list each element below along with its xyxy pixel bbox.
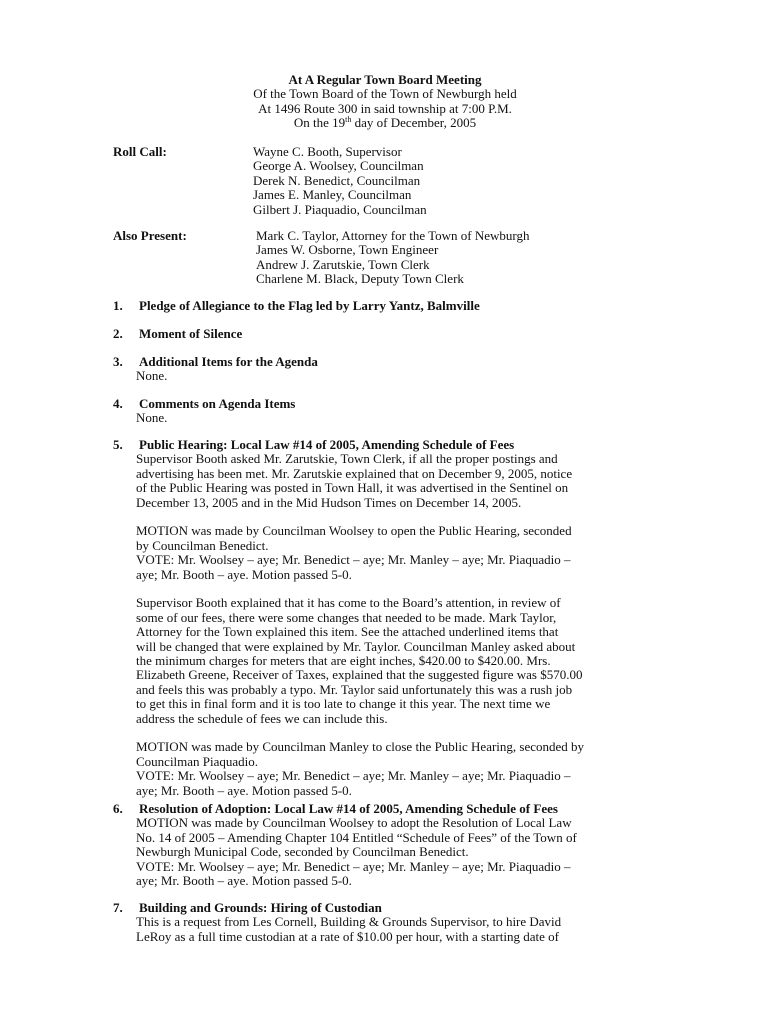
item-number: 5. — [113, 437, 123, 452]
text-line: address the schedule of fees we can include this. — [136, 710, 388, 726]
attendee: James E. Manley, Councilman — [253, 187, 412, 203]
item-body — [113, 452, 658, 798]
text-line: MOTION was made by Councilman Manley to close the Public Hearing, seconded by — [136, 739, 585, 755]
agenda-item-4 — [113, 397, 658, 426]
agenda-item-2 — [113, 327, 658, 341]
text-line: some of our fees, there were some changes that needed to be made. Mark Taylor, — [136, 609, 557, 625]
text-line: of the Public Hearing was posted in Town Hall, it was advertised in the Sentinel on — [136, 480, 569, 496]
text-line: advertising has been met. Mr. Zarutskie explained that on December 9, 2005, notice — [136, 465, 573, 481]
roll-call-label: Roll Call: — [113, 144, 167, 159]
text-line: aye; Mr. Booth – aye. Motion passed 5-0. — [136, 873, 352, 889]
agenda-item-1 — [113, 299, 658, 313]
text-line: VOTE: Mr. Woolsey – aye; Mr. Benedict – aye; Mr. Manley – aye; Mr. Piaquadio – — [136, 768, 571, 784]
text-line: Councilman Piaquadio. — [136, 753, 259, 769]
text-line: aye; Mr. Booth – aye. Motion passed 5-0. — [136, 566, 352, 582]
text-line: LeRoy as a full time custodian at a rate of $10.00 per hour, with a starting date of — [136, 928, 559, 944]
agenda-item-3 — [113, 355, 658, 384]
header-line: At 1496 Route 300 in said township at 7:00 P.M. — [258, 100, 512, 116]
agenda-item-6 — [113, 802, 658, 888]
item-number: 3. — [113, 354, 123, 369]
item-body: None. — [136, 368, 168, 384]
attendee: George A. Woolsey, Councilman — [253, 158, 424, 174]
text-line: VOTE: Mr. Woolsey – aye; Mr. Benedict – aye; Mr. Manley – aye; Mr. Piaquadio – — [136, 858, 571, 874]
text-line: VOTE: Mr. Woolsey – aye; Mr. Benedict – aye; Mr. Manley – aye; Mr. Piaquadio – — [136, 552, 571, 568]
attendee: Andrew J. Zarutskie, Town Clerk — [256, 256, 430, 272]
agenda-item-5 — [113, 438, 658, 798]
text-line: Elizabeth Greene, Receiver of Taxes, explained that the suggested figure was $570.00 — [136, 667, 583, 683]
text-line: by Councilman Benedict. — [136, 537, 269, 553]
item-number: 6. — [113, 801, 123, 816]
agenda-item-7 — [113, 901, 658, 944]
item-number: 4. — [113, 396, 123, 411]
text-line: will be changed that were explained by Mr. Taylor. Councilman Manley asked about — [136, 638, 576, 654]
text-line: MOTION was made by Councilman Woolsey to open the Public Hearing, seconded — [136, 523, 572, 539]
text-line: the minimum charges for meters that are eight inches, $420.00 to $420.00. Mrs. — [136, 653, 551, 669]
text-line: to get this in final form and it is too late to change it this year. The next time we — [136, 696, 551, 712]
item-body — [113, 816, 658, 888]
item-number: 7. — [113, 900, 123, 915]
text-line: MOTION was made by Councilman Woolsey to adopt the Resolution of Local Law — [136, 815, 572, 831]
text-line: Supervisor Booth explained that it has come to the Board’s attention, in review of — [136, 595, 561, 611]
text-line: aye; Mr. Booth – aye. Motion passed 5-0. — [136, 782, 352, 798]
item-title: Comments on Agenda Items — [139, 396, 296, 411]
attendee: Wayne C. Booth, Supervisor — [253, 144, 402, 159]
text-line: and feels this was probably a typo. Mr. Taylor said unfortunately this was a rush job — [136, 681, 573, 697]
item-body: None. — [136, 410, 168, 426]
item-title: Resolution of Adoption: Local Law #14 of 2005, Amending Schedule of Fees — [139, 801, 558, 816]
attendee: Derek N. Benedict, Councilman — [253, 172, 421, 188]
attendee: Charlene M. Black, Deputy Town Clerk — [256, 271, 464, 287]
attendee: Gilbert J. Piaquadio, Councilman — [253, 201, 427, 217]
item-body — [113, 915, 658, 944]
roll-call-list — [253, 145, 427, 217]
item-title: Moment of Silence — [139, 326, 243, 341]
item-title: Public Hearing: Local Law #14 of 2005, Amending Schedule of Fees — [139, 437, 515, 452]
item-title: Pledge of Allegiance to the Flag led by Larry Yantz, Balmville — [139, 298, 480, 313]
meeting-title: At A Regular Town Board Meeting — [288, 72, 482, 87]
meeting-date: On the 19th day of December, 2005 — [293, 115, 477, 131]
also-present-label: Also Present: — [113, 228, 187, 243]
item-title: Building and Grounds: Hiring of Custodian — [139, 900, 382, 915]
text-line: Supervisor Booth asked Mr. Zarutskie, Town Clerk, if all the proper postings and — [136, 451, 558, 467]
text-line: Newburgh Municipal Code, seconded by Councilman Benedict. — [136, 844, 469, 860]
attendee: James W. Osborne, Town Engineer — [256, 242, 439, 258]
item-number: 2. — [113, 326, 123, 341]
attendee: Mark C. Taylor, Attorney for the Town of Newburgh — [256, 228, 530, 243]
item-number: 1. — [113, 298, 123, 313]
item-title: Additional Items for the Agenda — [139, 354, 318, 369]
also-present-list — [256, 229, 530, 287]
text-line: December 13, 2005 and in the Mid Hudson Times on December 14, 2005. — [136, 494, 522, 510]
text-line: This is a request from Les Cornell, Building & Grounds Supervisor, to hire David — [136, 914, 562, 930]
header-line: Of the Town Board of the Town of Newburgh held — [253, 86, 517, 102]
meeting-header — [0, 73, 770, 131]
text-line: No. 14 of 2005 – Amending Chapter 104 Entitled “Schedule of Fees” of the Town of — [136, 829, 577, 845]
text-line: Attorney for the Town explained this item. See the attached underlined items that — [136, 624, 559, 640]
